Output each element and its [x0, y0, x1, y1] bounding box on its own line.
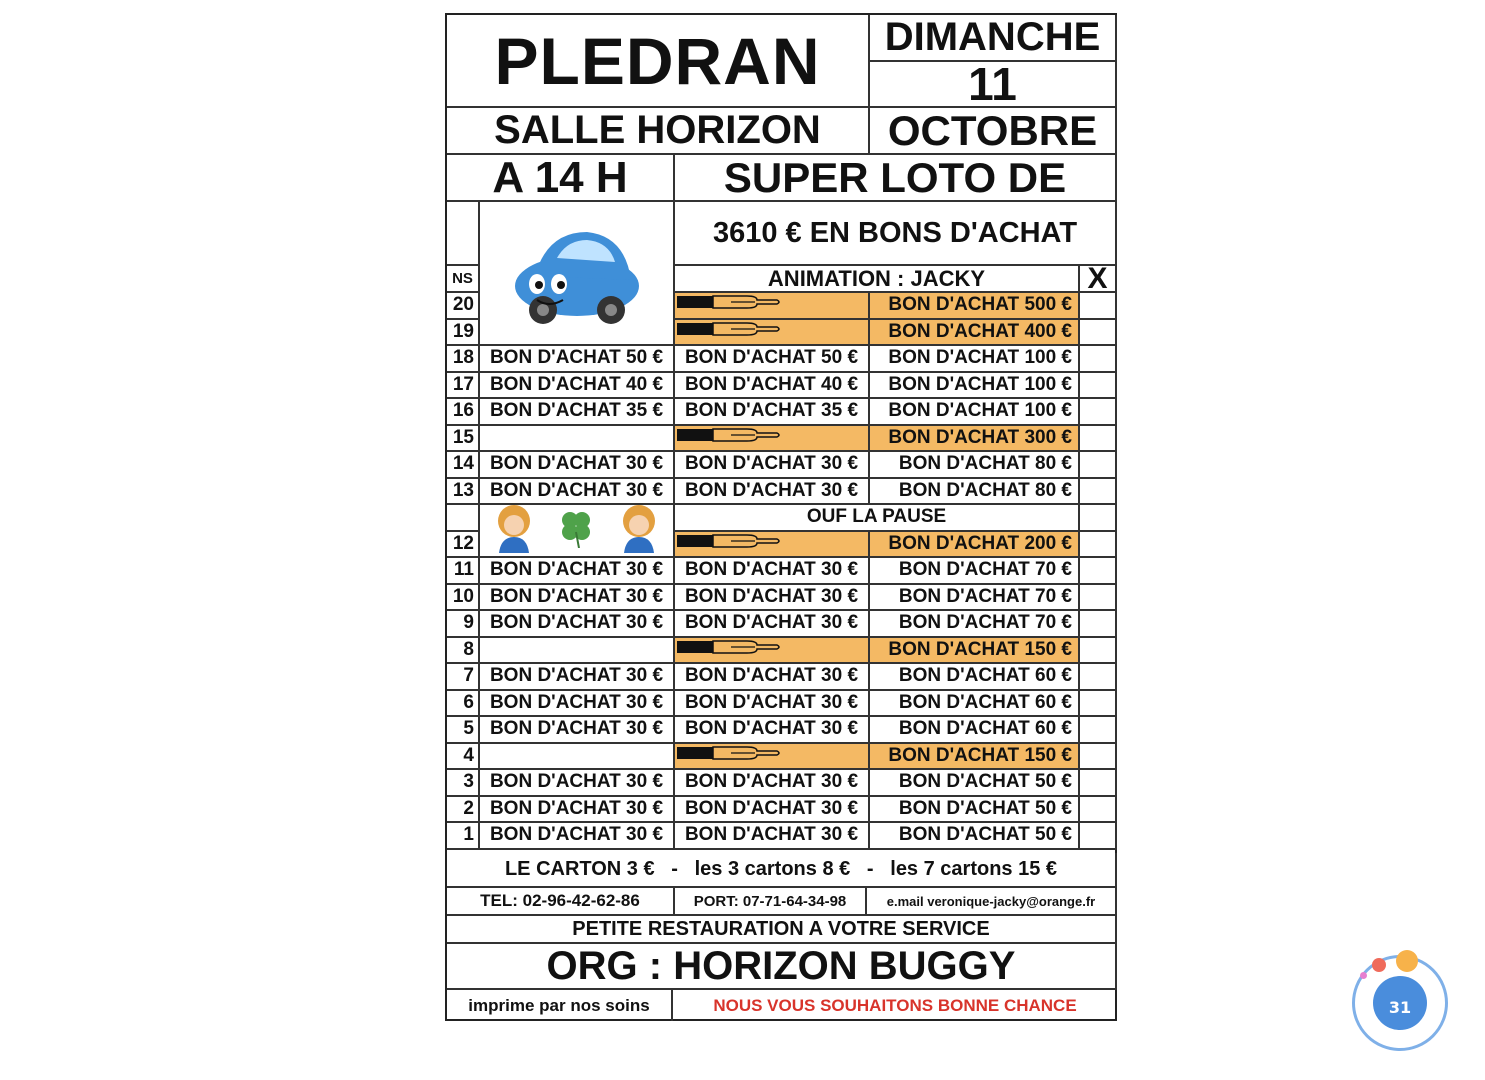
- ns-label: NS: [447, 266, 480, 293]
- check-box: [1080, 638, 1117, 665]
- check-box: [1080, 611, 1117, 638]
- check-box: [1080, 452, 1117, 479]
- row-number: 2: [447, 797, 480, 824]
- prize-col-a: BON D'ACHAT 30 €: [480, 452, 675, 479]
- prize-col-c: BON D'ACHAT 70 €: [870, 585, 1080, 612]
- month: OCTOBRE: [870, 108, 1117, 155]
- prize-col-b: BON D'ACHAT 30 €: [675, 823, 870, 850]
- restauration-line: PETITE RESTAURATION A VOTRE SERVICE: [447, 916, 1117, 944]
- pointing-hand-icon: [677, 638, 781, 662]
- row-number: 3: [447, 770, 480, 797]
- prize-col-a: BON D'ACHAT 30 €: [480, 717, 675, 744]
- row-number: 14: [447, 452, 480, 479]
- email-address: e.mail veronique-jacky@orange.fr: [867, 888, 1117, 916]
- check-box: [1080, 823, 1117, 850]
- check-box: [1080, 664, 1117, 691]
- prize-col-b: [675, 638, 870, 665]
- car-icon: [507, 218, 647, 328]
- prize-col-b: BON D'ACHAT 35 €: [675, 399, 870, 426]
- row-number: 8: [447, 638, 480, 665]
- check-box: [1080, 320, 1117, 347]
- prize-col-c: BON D'ACHAT 80 €: [870, 479, 1080, 506]
- pointing-hand-icon: [677, 426, 781, 450]
- prize-col-b: BON D'ACHAT 30 €: [675, 691, 870, 718]
- check-box: [1080, 479, 1117, 506]
- prize-col-a: [480, 426, 675, 453]
- row-number: 16: [447, 399, 480, 426]
- prize-col-c: BON D'ACHAT 60 €: [870, 664, 1080, 691]
- check-box: [1080, 346, 1117, 373]
- prize-col-a: [480, 744, 675, 771]
- row-number: 13: [447, 479, 480, 506]
- prize-col-c: BON D'ACHAT 150 €: [870, 638, 1080, 665]
- good-luck-message: NOUS VOUS SOUHAITONS BONNE CHANCE: [713, 995, 1077, 1015]
- mascot-right-icon: [616, 503, 662, 558]
- decor-dot-red: [1372, 958, 1386, 972]
- organizer: ORG : HORIZON BUGGY: [447, 944, 1117, 990]
- prize-col-a: BON D'ACHAT 30 €: [480, 558, 675, 585]
- check-box: [1080, 691, 1117, 718]
- prize-col-a: BON D'ACHAT 30 €: [480, 823, 675, 850]
- prize-col-b: BON D'ACHAT 30 €: [675, 797, 870, 824]
- printed-note: imprime par nos soins: [447, 990, 673, 1021]
- prize-col-c: BON D'ACHAT 300 €: [870, 426, 1080, 453]
- pointing-hand-icon: [677, 293, 781, 317]
- prize-col-b: BON D'ACHAT 50 €: [675, 346, 870, 373]
- day-number: 11: [870, 62, 1117, 108]
- row-number: 12: [447, 532, 480, 559]
- prize-col-b: BON D'ACHAT 30 €: [675, 717, 870, 744]
- row-number: 4: [447, 744, 480, 771]
- clover-icon: [559, 508, 593, 553]
- prize-col-a: BON D'ACHAT 30 €: [480, 585, 675, 612]
- row-number: 17: [447, 373, 480, 400]
- prize-col-c: BON D'ACHAT 60 €: [870, 691, 1080, 718]
- mascot-left-icon: [491, 503, 537, 558]
- prize-col-b: [675, 320, 870, 347]
- prize-col-b: BON D'ACHAT 30 €: [675, 664, 870, 691]
- prize-col-c: BON D'ACHAT 50 €: [870, 797, 1080, 824]
- prize-col-b: [675, 293, 870, 320]
- check-box: [1080, 399, 1117, 426]
- prize-col-c: BON D'ACHAT 70 €: [870, 611, 1080, 638]
- prize-col-a: BON D'ACHAT 35 €: [480, 399, 675, 426]
- prize-col-b: BON D'ACHAT 30 €: [675, 558, 870, 585]
- prize-col-b: [675, 744, 870, 771]
- pause-label: OUF LA PAUSE: [675, 505, 1080, 532]
- prize-col-a: BON D'ACHAT 30 €: [480, 691, 675, 718]
- row-number: 11: [447, 558, 480, 585]
- check-box: [1080, 744, 1117, 771]
- check-box: [1080, 797, 1117, 824]
- check-box: [1080, 770, 1117, 797]
- prize-col-c: BON D'ACHAT 200 €: [870, 532, 1080, 559]
- prize-col-c: BON D'ACHAT 100 €: [870, 346, 1080, 373]
- prize-col-a: BON D'ACHAT 30 €: [480, 664, 675, 691]
- pointing-hand-icon: [677, 320, 781, 344]
- prize-total: 3610 € EN BONS D'ACHAT: [675, 202, 1117, 266]
- day-name: DIMANCHE: [870, 15, 1117, 62]
- prize-col-a: BON D'ACHAT 30 €: [480, 479, 675, 506]
- prize-col-a: BON D'ACHAT 30 €: [480, 797, 675, 824]
- car-illustration: [480, 202, 675, 346]
- pointing-hand-icon: [677, 744, 781, 768]
- check-box: [1080, 505, 1117, 532]
- prize-col-c: BON D'ACHAT 80 €: [870, 452, 1080, 479]
- mobile-number: PORT: 07-71-64-34-98: [675, 888, 867, 916]
- prize-col-a: BON D'ACHAT 30 €: [480, 611, 675, 638]
- check-box: [1080, 373, 1117, 400]
- prize-col-c: BON D'ACHAT 100 €: [870, 399, 1080, 426]
- ns-top-filler: [447, 202, 480, 266]
- event-time: A 14 H: [447, 155, 675, 202]
- row-number: 1: [447, 823, 480, 850]
- prize-col-b: BON D'ACHAT 30 €: [675, 585, 870, 612]
- prize-col-a: BON D'ACHAT 30 €: [480, 770, 675, 797]
- row-number: 9: [447, 611, 480, 638]
- check-box: [1080, 558, 1117, 585]
- check-box: [1080, 585, 1117, 612]
- prize-col-c: BON D'ACHAT 60 €: [870, 717, 1080, 744]
- phone-number: TEL: 02-96-42-62-86: [447, 888, 675, 916]
- row-number: 5: [447, 717, 480, 744]
- prize-col-a: BON D'ACHAT 50 €: [480, 346, 675, 373]
- prize-col-c: BON D'ACHAT 70 €: [870, 558, 1080, 585]
- check-box: [1080, 532, 1117, 559]
- town-title: PLEDRAN: [447, 15, 870, 108]
- prize-col-a: [480, 638, 675, 665]
- event-title: SUPER LOTO DE: [675, 155, 1117, 202]
- pointing-hand-icon: [677, 532, 781, 556]
- check-box: [1080, 717, 1117, 744]
- prize-col-c: BON D'ACHAT 50 €: [870, 823, 1080, 850]
- decor-dot-pink: [1360, 972, 1367, 979]
- check-box: [1080, 293, 1117, 320]
- pricing-line: LE CARTON 3 € - les 3 cartons 8 € - les 7 cartons 15 €: [447, 853, 1117, 888]
- calendar-day: 31: [1388, 997, 1412, 1017]
- prize-col-b: BON D'ACHAT 30 €: [675, 770, 870, 797]
- prize-col-b: BON D'ACHAT 40 €: [675, 373, 870, 400]
- prize-col-c: BON D'ACHAT 150 €: [870, 744, 1080, 771]
- row-number: 7: [447, 664, 480, 691]
- prize-col-c: BON D'ACHAT 400 €: [870, 320, 1080, 347]
- x-marker: X: [1080, 266, 1117, 293]
- calendar-icon[interactable]: [1373, 976, 1427, 1030]
- check-box: [1080, 426, 1117, 453]
- venue: SALLE HORIZON: [447, 108, 870, 155]
- prize-col-b: BON D'ACHAT 30 €: [675, 611, 870, 638]
- mascot-illustration: [480, 505, 675, 558]
- row-number: 15: [447, 426, 480, 453]
- animation-label: ANIMATION : JACKY: [675, 266, 1080, 293]
- row-number: 20: [447, 293, 480, 320]
- prize-col-a: BON D'ACHAT 40 €: [480, 373, 675, 400]
- prize-col-c: BON D'ACHAT 50 €: [870, 770, 1080, 797]
- row-number: 6: [447, 691, 480, 718]
- prize-col-b: BON D'ACHAT 30 €: [675, 479, 870, 506]
- prize-col-b: [675, 426, 870, 453]
- loto-poster: [445, 13, 1117, 1021]
- prize-col-c: BON D'ACHAT 500 €: [870, 293, 1080, 320]
- row-number: 19: [447, 320, 480, 347]
- prize-col-b: [675, 532, 870, 559]
- prize-col-c: BON D'ACHAT 100 €: [870, 373, 1080, 400]
- prize-col-b: BON D'ACHAT 30 €: [675, 452, 870, 479]
- decor-dot-orange: [1396, 950, 1418, 972]
- row-number: [447, 505, 480, 532]
- row-number: 18: [447, 346, 480, 373]
- row-number: 10: [447, 585, 480, 612]
